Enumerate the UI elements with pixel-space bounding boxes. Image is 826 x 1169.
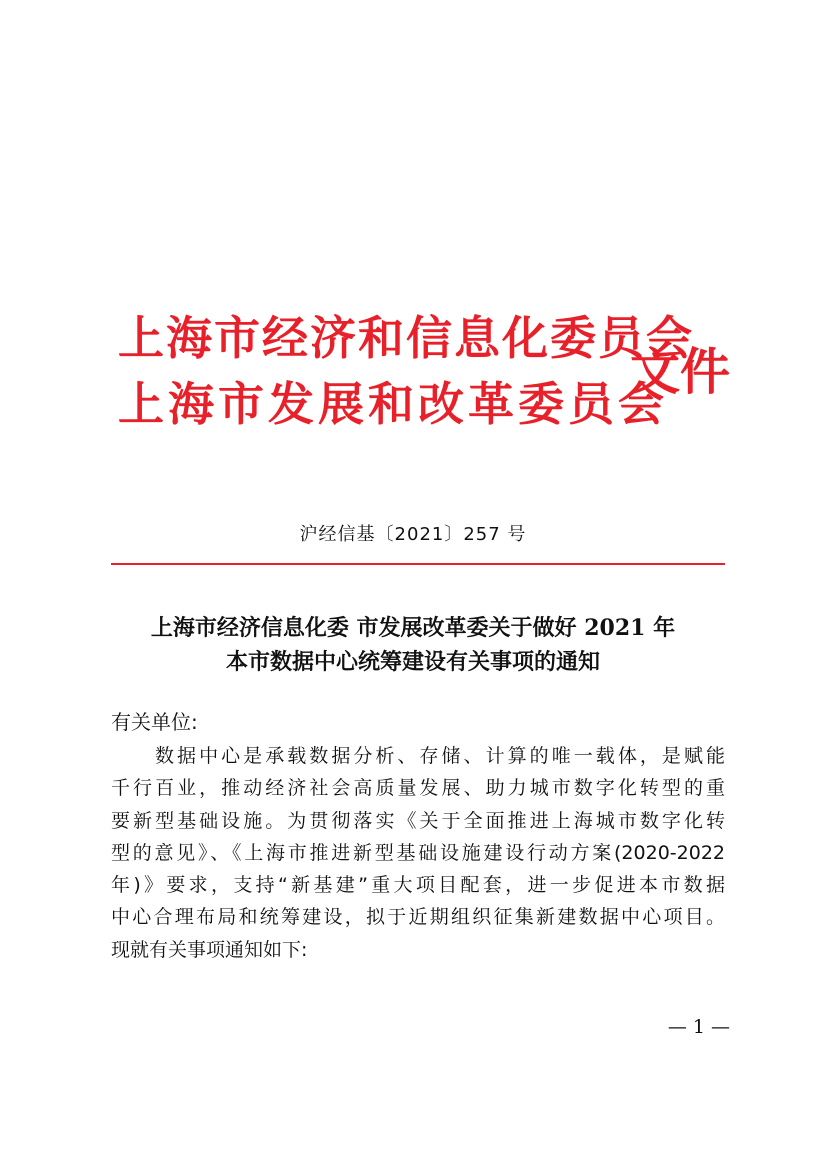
body-line: 千行百业，推动经济社会高质量发展、助力城市数字化转型的重 (111, 777, 725, 800)
document-title-line-1: 上海市经济信息化委 市发展改革委关于做好 2021 年 (150, 615, 676, 641)
body-line: 现就有关事项通知如下: (111, 938, 308, 961)
document-title-line-2: 本市数据中心统筹建设有关事项的通知 (225, 649, 600, 675)
body-paragraph (111, 740, 725, 966)
red-divider (111, 563, 725, 565)
document-number: 沪经信基〔2021〕257 号 (299, 524, 527, 545)
body-line: 数据中心是承载数据分析、存储、计算的唯一载体，是赋能 (155, 745, 725, 767)
body-line: 型的意见》、《上海市推进新型基础设施建设行动方案(2020-2022 (111, 841, 725, 864)
document-suffix: 文件 (630, 342, 730, 401)
body-line: 中心合理布局和统筹建设，拟于近期组织征集新建数据中心项目。 (111, 906, 725, 929)
page-number: — 1 — (667, 1016, 730, 1038)
issuing-org-1: 上海市经济和信息化委员会 (118, 311, 694, 365)
issuing-org-2: 上海市发展和改革委员会 (118, 377, 668, 431)
salutation: 有关单位: (111, 710, 198, 734)
body-line: 年)》要求，支持“新基建”重大项目配套，进一步促进本市数据 (111, 874, 725, 897)
document-header (118, 292, 738, 452)
body-line: 要新型基础设施。为贯彻落实《关于全面推进上海城市数字化转 (111, 809, 725, 832)
